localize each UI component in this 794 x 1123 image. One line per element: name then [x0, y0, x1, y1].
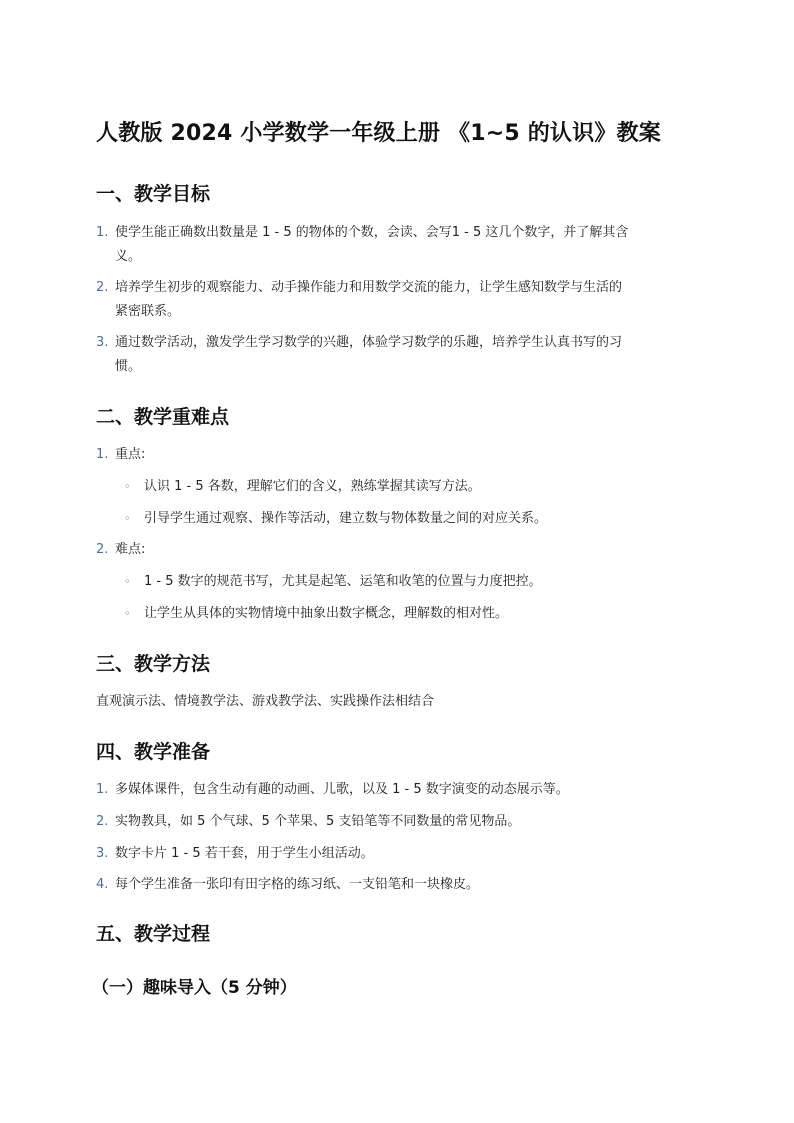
preparation-text: 每个学生准备一张印有田字格的练习纸、一支铅笔和一块橡皮。: [115, 877, 480, 892]
bullet-text: 1 - 5 数字的规范书写，尤其是起笔、运笔和收笔的位置与力度把控。: [144, 574, 542, 589]
bullet-icon: ◦: [124, 480, 131, 493]
preparation-item: [96, 778, 696, 802]
section-heading-methods: 三、教学方法: [96, 653, 211, 675]
bullet-icon: ◦: [124, 512, 131, 525]
section-heading-key-points: 二、教学重难点: [96, 406, 230, 428]
list-number: 2.: [96, 280, 109, 295]
list-number: 2.: [96, 542, 109, 557]
document-title: 人教版 2024 小学数学一年级上册 《1~5 的认识》教案: [96, 121, 661, 146]
key-point-label: 重点:: [115, 447, 146, 462]
objective-item: [96, 276, 696, 324]
preparation-item: [96, 873, 696, 897]
objective-text-line2: 紧密联系。: [115, 304, 181, 319]
bullet-text: 引导学生通过观察、操作等活动，建立数与物体数量之间的对应关系。: [144, 511, 548, 526]
objective-text-line2: 惯。: [115, 359, 142, 374]
bullet-icon: ◦: [124, 575, 131, 588]
list-number: 1.: [96, 782, 109, 797]
key-point-group: [96, 443, 696, 467]
list-number: 3.: [96, 846, 109, 861]
list-number: 1.: [96, 225, 109, 240]
section-heading-process: 五、教学过程: [96, 923, 211, 945]
key-point-label: 难点:: [115, 542, 146, 557]
objective-text-line2: 义。: [115, 249, 142, 264]
section-heading-objectives: 一、教学目标: [96, 183, 211, 205]
preparation-text: 数字卡片 1 - 5 若干套，用于学生小组活动。: [115, 846, 374, 861]
bullet-text: 认识 1 - 5 各数，理解它们的含义，熟练掌握其读写方法。: [144, 479, 481, 494]
objective-text-line1: 培养学生初步的观察能力、动手操作能力和用数学交流的能力，让学生感知数学与生活的: [115, 280, 623, 295]
subsection-heading-intro: （一）趣味导入（5 分钟）: [92, 978, 297, 998]
list-number: 3.: [96, 335, 109, 350]
preparation-item: [96, 810, 696, 834]
preparation-text: 实物教具，如 5 个气球、5 个苹果、5 支铅笔等不同数量的常见物品。: [115, 814, 521, 829]
objective-item: [96, 221, 696, 269]
objective-text-line1: 通过数学活动，激发学生学习数学的兴趣，体验学习数学的乐趣，培养学生认真书写的习: [115, 335, 623, 350]
list-number: 2.: [96, 814, 109, 829]
key-point-bullet: [124, 507, 684, 531]
key-point-group: [96, 538, 696, 562]
objective-text-line1: 使学生能正确数出数量是 1 - 5 的物体的个数，会读、会写1 - 5 这几个数字，并了解其含: [115, 225, 629, 240]
key-point-bullet: [124, 602, 684, 626]
bullet-icon: ◦: [124, 607, 131, 620]
list-number: 1.: [96, 447, 109, 462]
key-point-bullet: [124, 570, 684, 594]
list-number: 4.: [96, 877, 109, 892]
bullet-text: 让学生从具体的实物情境中抽象出数字概念，理解数的相对性。: [144, 606, 509, 621]
preparation-item: [96, 842, 696, 866]
objective-item: [96, 331, 696, 379]
preparation-text: 多媒体课件，包含生动有趣的动画、儿歌，以及 1 - 5 数字演变的动态展示等。: [115, 782, 569, 797]
section-heading-preparation: 四、教学准备: [96, 741, 211, 763]
methods-text: 直观演示法、情境教学法、游戏教学法、实践操作法相结合: [96, 694, 435, 709]
key-point-bullet: [124, 475, 684, 499]
